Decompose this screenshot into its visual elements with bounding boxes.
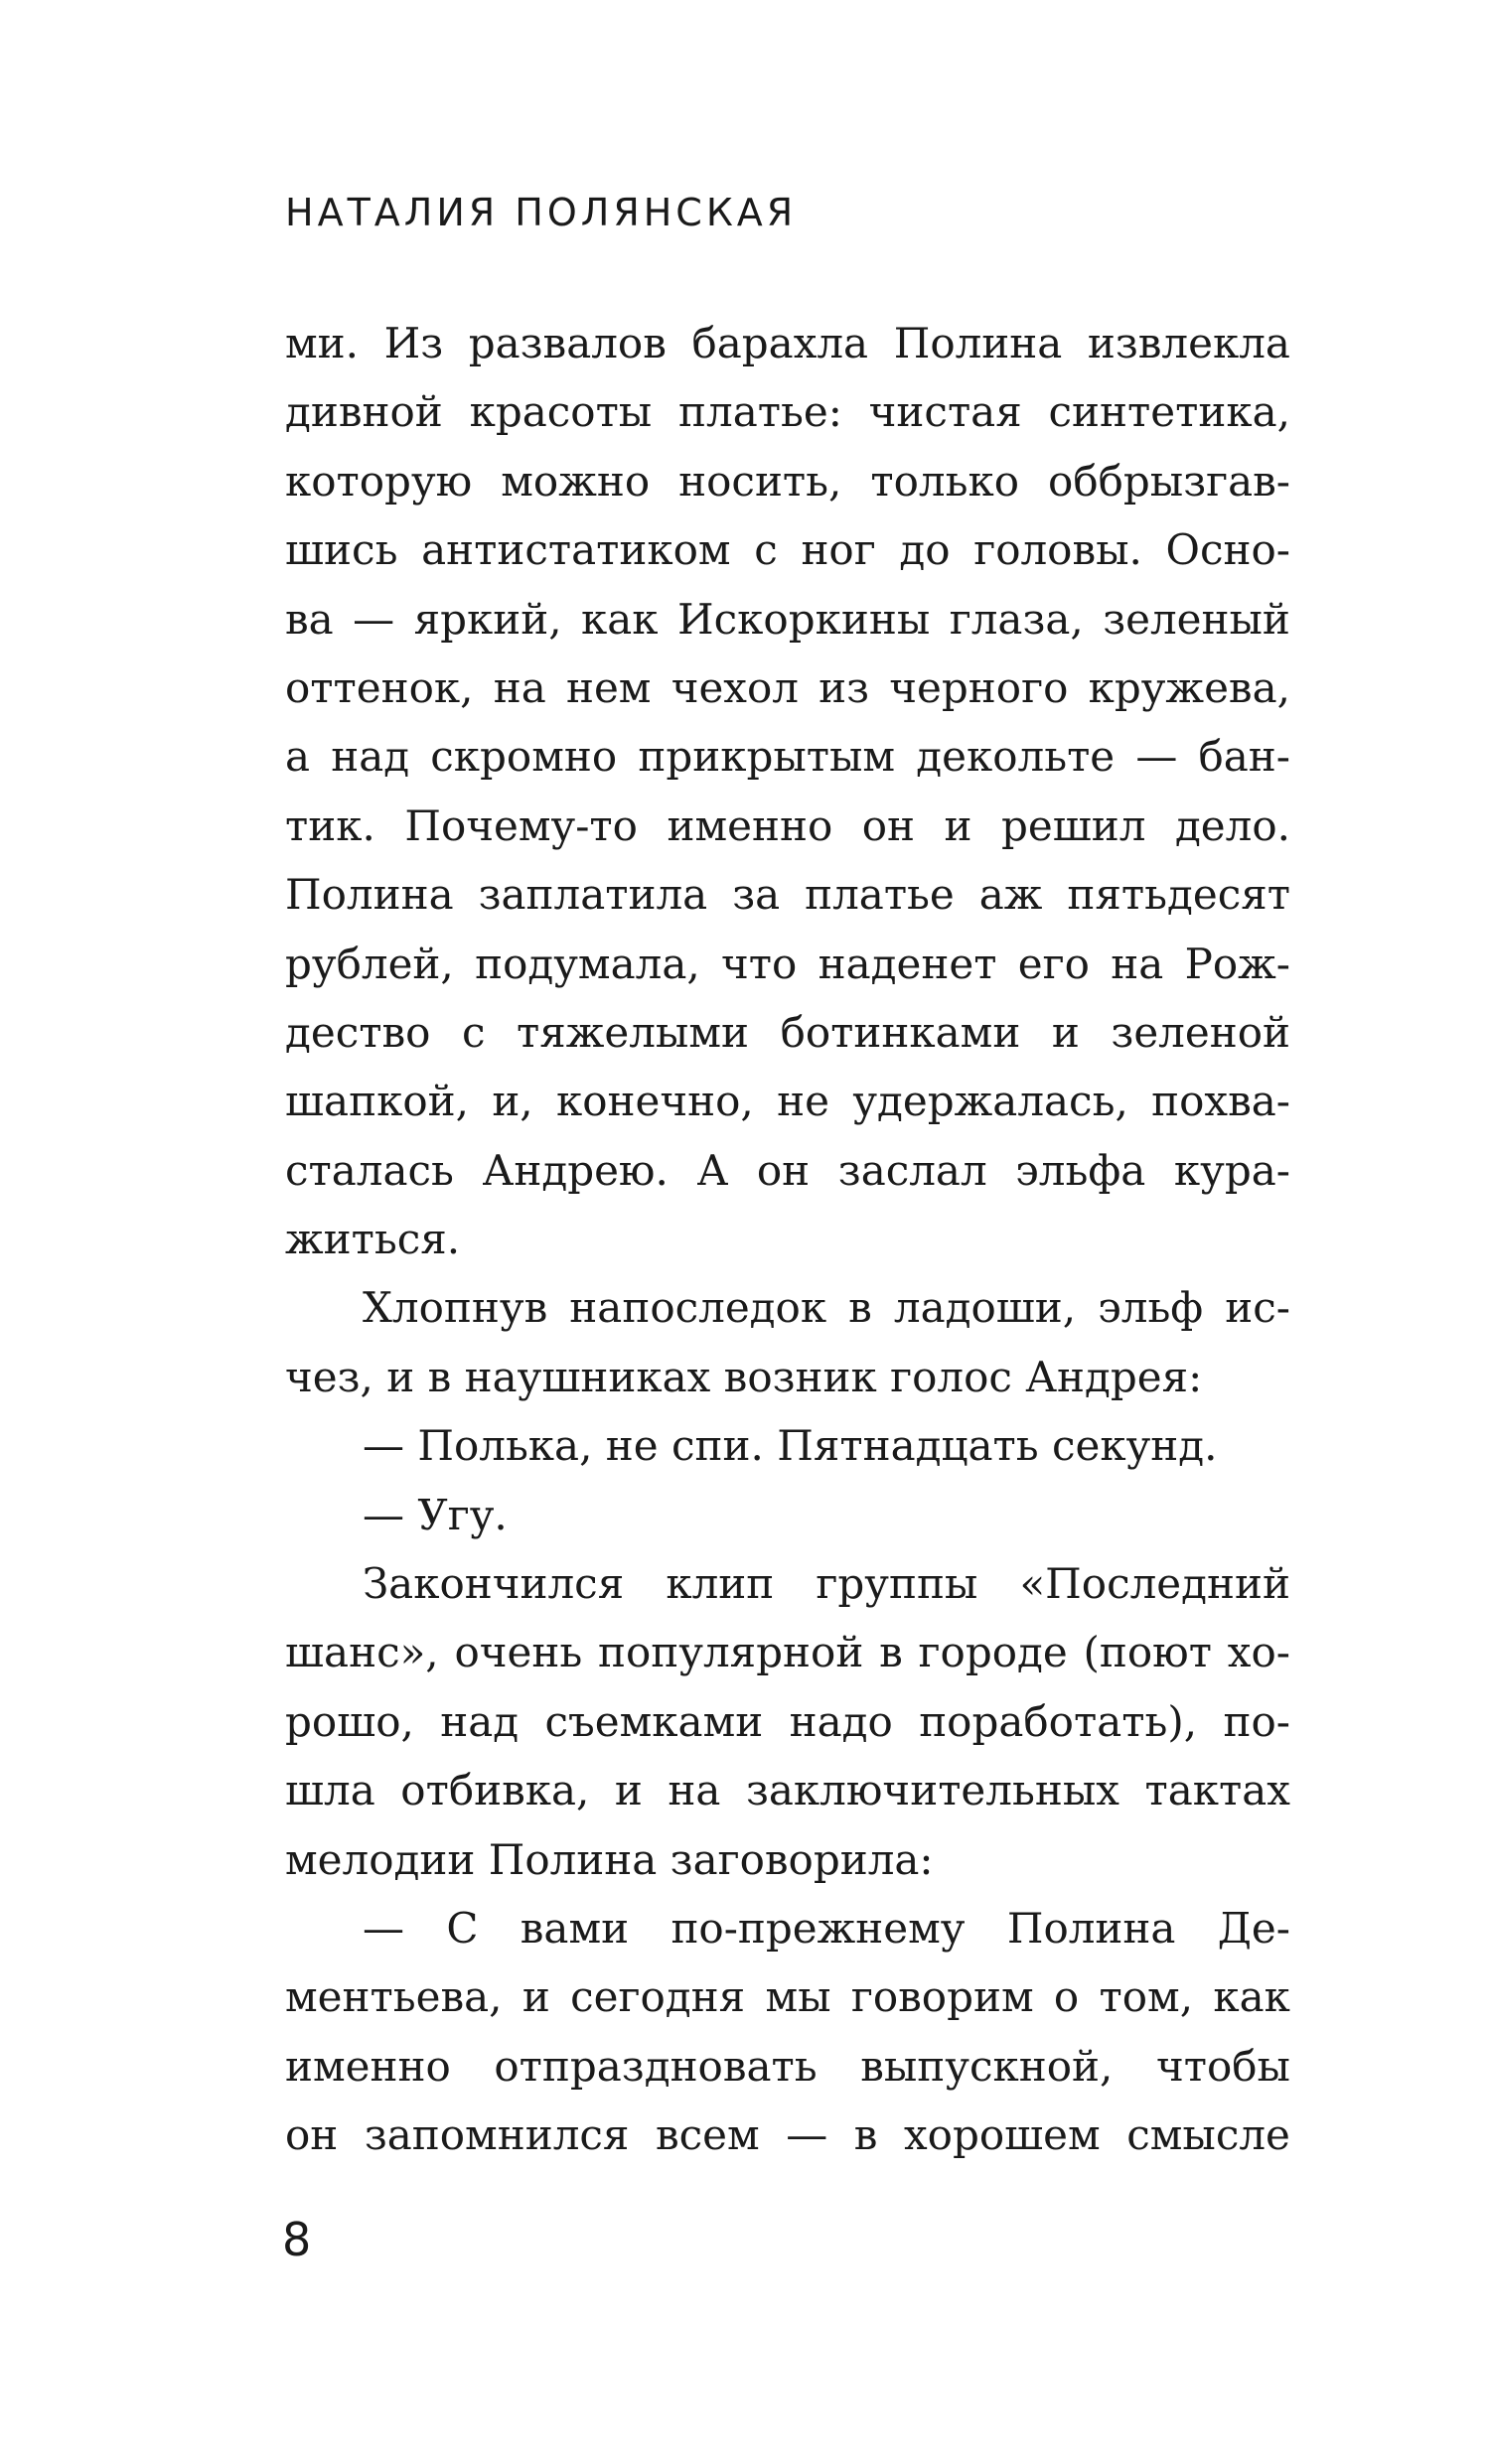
text-line: рошо, над съемками надо поработать), по-: [285, 1696, 1290, 1746]
text-line: мелодии Полина заговорила:: [285, 1834, 934, 1884]
text-line: шанс», очень популярной в городе (поют хо-: [285, 1628, 1290, 1677]
text-line: — С вами по-прежнему Полина Де-: [363, 1903, 1290, 1953]
text-line: житься.: [285, 1215, 461, 1264]
page-number: 8: [282, 2213, 312, 2266]
text-line: чез, и в наушниках возник голос Андрея:: [285, 1352, 1203, 1401]
text-line: — Полька, не спи. Пятнадцать секунд.: [363, 1421, 1218, 1471]
text-line: шапкой, и, конечно, не удержалась, похва-: [285, 1077, 1290, 1126]
text-line: тик. Почему-то именно он и решил дело.: [285, 800, 1290, 850]
text-line: ми. Из развалов барахла Полина извлекла: [285, 319, 1290, 367]
text-line: шись антистатиком с ног до головы. Осно-: [285, 525, 1290, 575]
text-line: именно отпраздновать выпускной, чтобы: [285, 2041, 1290, 2091]
text-line: дество с тяжелыми ботинками и зеленой: [285, 1007, 1290, 1057]
text-line: которую можно носить, только оббрызгав-: [285, 456, 1290, 506]
text-line: — Угу.: [363, 1490, 508, 1539]
text-line: шла отбивка, и на заключительных тактах: [285, 1766, 1290, 1815]
text-line: оттенок, на нем чехол из черного кружева,: [285, 662, 1290, 712]
text-line: дивной красоты платье: чистая синтетика,: [285, 387, 1290, 437]
text-line: Закончился клип группы «Последний: [363, 1559, 1290, 1609]
text-line: ментьева, и сегодня мы говорим о том, как: [285, 1972, 1290, 2022]
running-header-author: НАТАЛИЯ ПОЛЯНСКАЯ: [285, 191, 798, 234]
text-line: а над скромно прикрытым декольте — бан-: [285, 732, 1290, 782]
body-text: [285, 309, 1290, 2170]
text-line: он запомнился всем — в хорошем смысле: [285, 2110, 1290, 2160]
text-line: Полина заплатила за платье аж пятьдесят: [285, 870, 1290, 920]
text-line: рублей, подумала, что наденет его на Рож-: [285, 939, 1290, 988]
text-line: сталась Андрею. А он заслал эльфа кура-: [285, 1145, 1290, 1195]
text-line: ва — яркий, как Искоркины глаза, зеленый: [285, 594, 1290, 644]
text-line: Хлопнув напоследок в ладоши, эльф ис-: [363, 1283, 1290, 1333]
